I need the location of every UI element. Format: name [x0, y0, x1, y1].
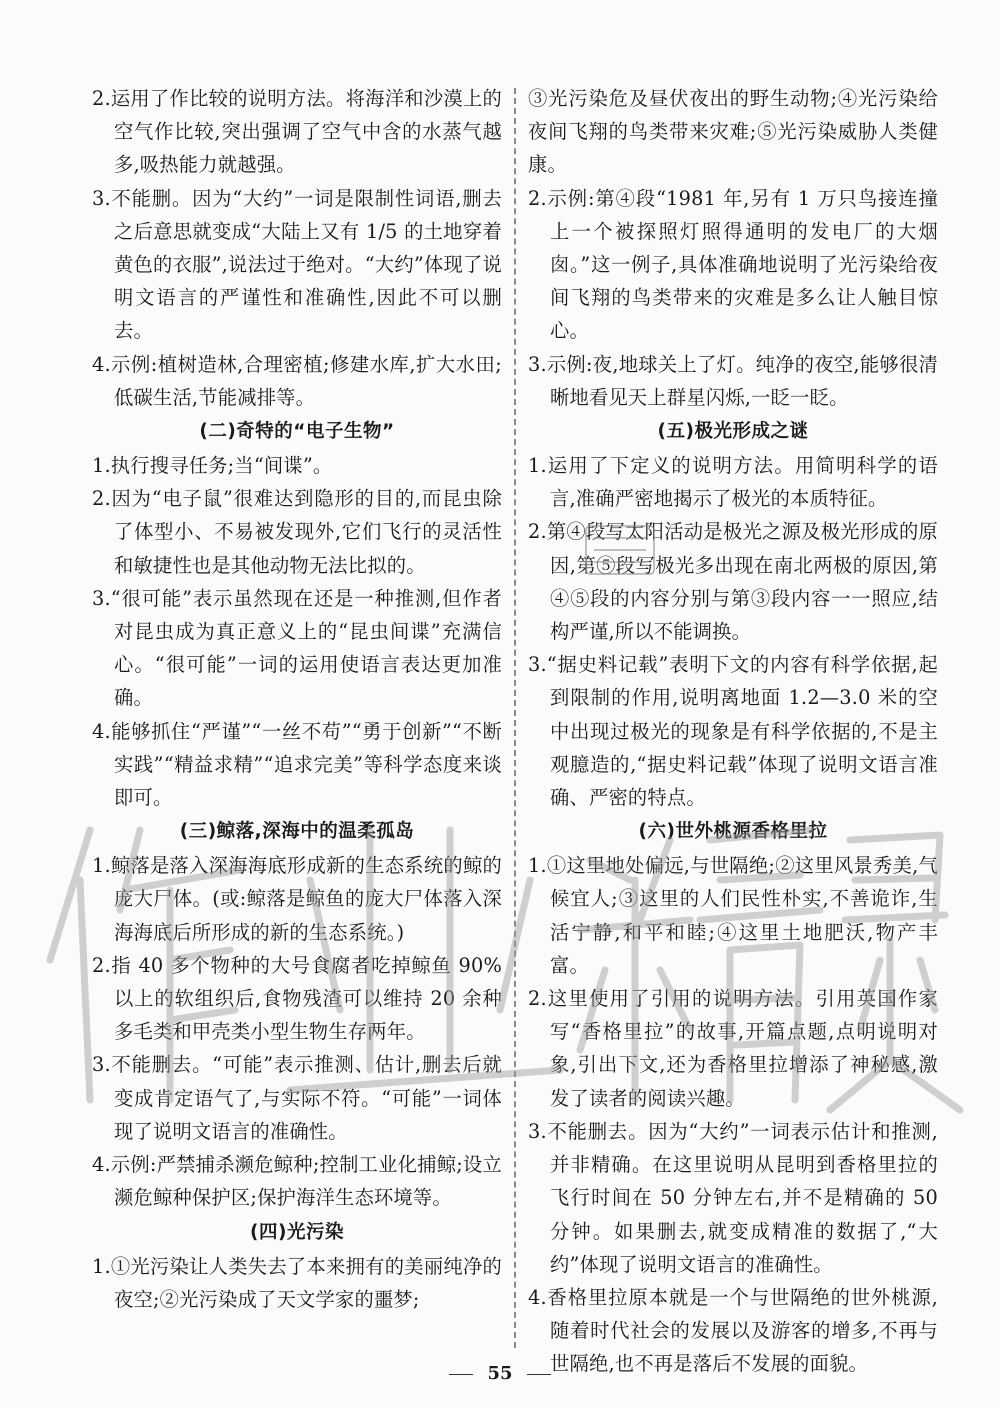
- answer-item: 3.不能删去。因为“大约”一词表示估计和推测,并非精确。在这里说明从昆明到香格里拉的飞行时间在 50 分钟左右,并不是精确的 50 分钟。如果删去,就变成精准的数据了,“大约”体现了说明文语言的准确性。: [528, 1119, 938, 1276]
- answer-item: 3.“很可能”表示虽然现在还是一种推测,但作者对昆虫成为真正意义上的“昆虫间谍”充满信心。“很可能”一词的运用使语言表达更加准确。: [92, 586, 502, 710]
- answer-item: 4.能够抓住“严谨”“一丝不苟”“勇于创新”“不断实践”“精益求精”“追求完美”等科学态度来谈即可。: [92, 719, 502, 810]
- answer-item: 2.因为“电子鼠”很难达到隐形的目的,而昆虫除了体型小、不易被发现外,它们飞行的灵活性和敏捷性也是其他动物无法比拟的。: [92, 487, 502, 577]
- left-column: [92, 82, 502, 1316]
- answer-item: 4.示例:严禁捕杀濒危鲸种;控制工业化捕鲸;设立濒危鲸种保护区;保护海洋生态环境等。: [92, 1153, 502, 1210]
- answer-item: 2.第④段写太阳活动是极光之源及极光形成的原因,第⑤段写极光多出现在南北两极的原因,第④⑤段的内容分别与第③段内容一一照应,结构严谨,所以不能调换。: [528, 520, 938, 644]
- answer-item: 3.“据史料记载”表明下文的内容有科学依据,起到限制的作用,说明离地面 1.2—3.0 米的空中出现过极光的现象是有科学依据的,不是主观臆造的,“据史料记载”体现了说明文语言准确、严密的特点。: [528, 653, 938, 810]
- section-heading: (三)鲸落,深海中的温柔孤岛: [179, 821, 415, 843]
- section-heading: (四)光污染: [250, 1221, 344, 1243]
- answer-item: 3.不能删去。“可能”表示推测、估计,删去后就变成肯定语气了,与实际不符。“可能”一词体现了说明文语言的准确性。: [92, 1053, 502, 1143]
- answer-item: 1.运用了下定义的说明方法。用简明科学的语言,准确严密地揭示了极光的本质特征。: [528, 454, 938, 511]
- answer-item: 1.①光污染让人类失去了本来拥有的美丽纯净的夜空;②光污染成了天文学家的噩梦;: [92, 1254, 502, 1311]
- answer-item: 1.鲸落是落入深海海底形成新的生态系统的鲸的庞大尸体。(或:鲸落是鲸鱼的庞大尸体落入深海海底后所形成的新的生态系统。): [92, 854, 502, 944]
- footer-dash-right: [527, 1374, 551, 1375]
- answer-item: 2.这里使用了引用的说明方法。引用英国作家写“香格里拉”的故事,开篇点题,点明说明对象,引出下文,还为香格里拉增添了神秘感,激发了读者的阅读兴趣。: [528, 987, 938, 1110]
- answer-item: 4.示例:植树造林,合理密植;修建水库,扩大水田;低碳生活,节能减排等。: [92, 352, 502, 409]
- answer-item: ③光污染危及昼伏夜出的野生动物;④光污染给夜间飞翔的鸟类带来灾难;⑤光污染威胁人类健康。: [528, 87, 938, 177]
- column-divider: [514, 88, 516, 1348]
- section-heading: (五)极光形成之谜: [657, 421, 809, 443]
- answer-item: 2.指 40 多个物种的大号食腐者吃掉鲸鱼 90% 以上的软组织后,食物残渣可以维持 20 余种多毛类和甲壳类小型生物生存两年。: [92, 953, 502, 1044]
- page-footer: [0, 1363, 1000, 1384]
- answer-item: 4.香格里拉原本就是一个与世隔绝的世外桃源,随着时代社会的发展以及游客的增多,不再与世隔绝,也不再是落后不发展的面貌。: [528, 1285, 938, 1376]
- section-heading: (六)世外桃源香格里拉: [638, 821, 828, 843]
- answer-item: 1.执行搜寻任务;当“间谍”。: [92, 454, 333, 478]
- answer-item: 2.运用了作比较的说明方法。将海洋和沙漠上的空气作比较,突出强调了空气中含的水蒸气越多,吸热能力就越强。: [92, 87, 502, 177]
- answer-item: 2.示例:第④段“1981 年,另有 1 万只鸟接连撞上一个被探照灯照得通明的发电厂的大烟囱。”这一例子,具体准确地说明了光污染给夜间飞翔的鸟类带来的灾难是多么让人触目惊心。: [528, 186, 938, 343]
- section-heading: (二)奇特的“电子生物”: [199, 421, 395, 443]
- right-column: [528, 82, 938, 1381]
- answer-item: 3.示例:夜,地球关上了灯。纯净的夜空,能够很清晰地看见天上群星闪烁,一眨一眨。: [528, 352, 938, 409]
- answer-item: 1.①这里地处偏远,与世隔绝;②这里风景秀美,气候宜人;③这里的人们民性朴实,不善诡诈,生活宁静,和平和睦;④这里土地肥沃,物产丰富。: [528, 854, 938, 977]
- footer-dash-left: [449, 1374, 473, 1375]
- answer-item: 3.不能删。因为“大约”一词是限制性词语,删去之后意思就变成“大陆上又有 1/5 的土地穿着黄色的衣服”,说法过于绝对。“大约”体现了说明文语言的严谨性和准确性,因此不可以删去。: [92, 186, 502, 343]
- page-number: 55: [487, 1363, 513, 1384]
